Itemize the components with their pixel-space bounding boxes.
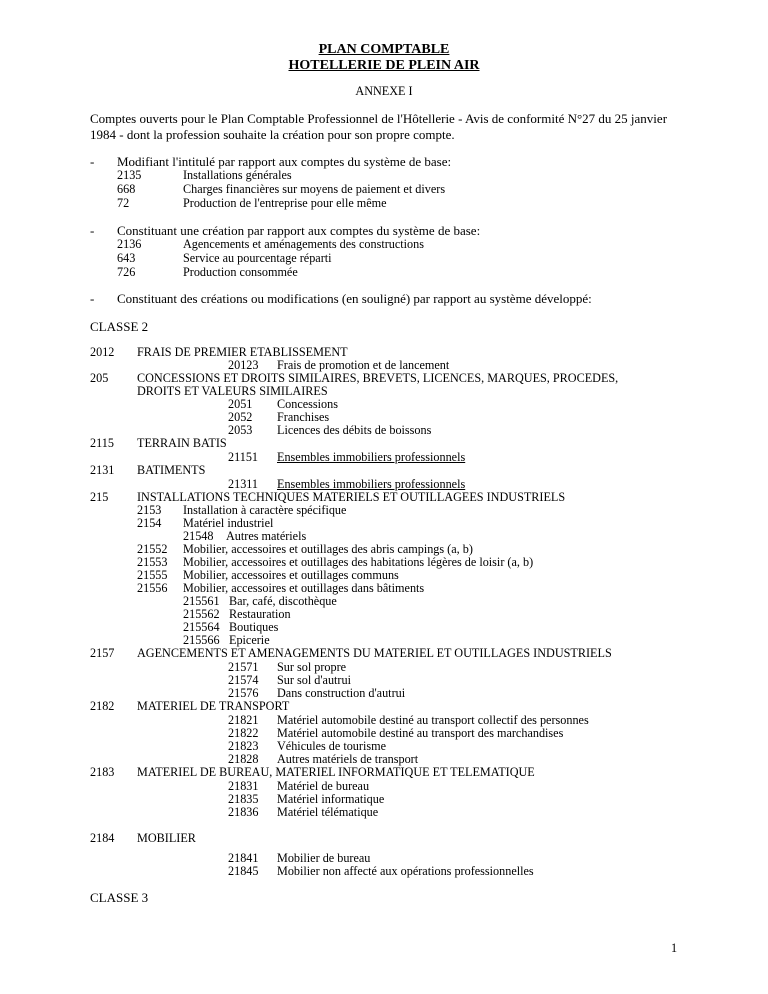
account-code: 2012 xyxy=(90,345,115,359)
subaccount-code: 215566 xyxy=(183,633,220,647)
subaccount-label: Ensembles immobiliers professionnels xyxy=(277,477,466,491)
account-label: Production consommée xyxy=(183,265,298,279)
subaccount-code: 21828 xyxy=(228,752,259,766)
subaccount-code: 21821 xyxy=(228,713,259,727)
account-label: Installations générales xyxy=(183,168,292,182)
intro-line-1: Comptes ouverts pour le Plan Comptable Professionnel de l'Hôtellerie - Avis de conformité N°27 du 25 janvier xyxy=(90,111,668,126)
bullet-text: Modifiant l'intitulé par rapport aux comptes du système de base: xyxy=(117,154,452,169)
subaccount-label: Mobilier non affecté aux opérations professionnelles xyxy=(277,864,534,878)
subaccount-code: 21552 xyxy=(137,542,168,556)
subaccount-label: Matériel automobile destiné au transport collectif des personnes xyxy=(277,713,589,727)
subaccount-code: 2153 xyxy=(137,503,162,517)
classe-2-heading: CLASSE 2 xyxy=(90,319,149,334)
account-code: 2182 xyxy=(90,699,115,713)
subaccount-label: Boutiques xyxy=(229,620,279,634)
subaccount-label: Sur sol propre xyxy=(277,660,347,674)
subaccount-label: Matériel informatique xyxy=(277,792,385,806)
subaccount-code: 2051 xyxy=(228,397,253,411)
document-title-line-2: HOTELLERIE DE PLEIN AIR xyxy=(288,58,480,73)
annex-label: ANNEXE I xyxy=(355,84,413,98)
account-code: 2136 xyxy=(117,237,142,251)
subaccount-label: Concessions xyxy=(277,397,338,411)
account-heading: BATIMENTS xyxy=(137,463,206,477)
subaccount-label: Bar, café, discothèque xyxy=(229,594,337,608)
bullet-text: Constituant une création par rapport aux comptes du système de base: xyxy=(117,223,481,238)
subaccount-label: Sur sol d'autrui xyxy=(277,673,351,687)
subaccount-label: Installation à caractère spécifique xyxy=(183,503,347,517)
subaccount-label: Restauration xyxy=(229,607,291,621)
account-code: 2157 xyxy=(90,646,115,660)
intro-line-2: 1984 - dont la profession souhaite la création pour son propre compte. xyxy=(90,127,455,142)
account-code: 2135 xyxy=(117,168,142,182)
account-heading: FRAIS DE PREMIER ETABLISSEMENT xyxy=(137,345,348,359)
subaccount-code: 20123 xyxy=(228,358,259,372)
subaccount-code: 21553 xyxy=(137,555,168,569)
subaccount-code: 21836 xyxy=(228,805,259,819)
account-heading: MOBILIER xyxy=(137,831,196,845)
account-heading: TERRAIN BATIS xyxy=(137,436,227,450)
subaccount-label: Franchises xyxy=(277,410,330,424)
bullet-dash: - xyxy=(90,223,95,238)
bullet-dash: - xyxy=(90,291,95,306)
account-heading: INSTALLATIONS TECHNIQUES MATERIELS ET OUTILLAGEES INDUSTRIELS xyxy=(137,490,566,504)
subaccount-label: Epicerie xyxy=(229,633,270,647)
account-code: 72 xyxy=(117,196,130,210)
account-code: 643 xyxy=(117,251,136,265)
subaccount-code: 215561 xyxy=(183,594,220,608)
account-code: 215 xyxy=(90,490,109,504)
subaccount-label: Licences des débits de boissons xyxy=(277,423,432,437)
subaccount-code: 21841 xyxy=(228,851,259,865)
account-label: Service au pourcentage réparti xyxy=(183,251,332,265)
subaccount-code: 215562 xyxy=(183,607,220,621)
subaccount-label: Mobilier, accessoires et outillages communs xyxy=(183,568,399,582)
subaccount-code: 21548 xyxy=(183,529,214,543)
account-code: 2183 xyxy=(90,765,115,779)
subaccount-label: Matériel industriel xyxy=(183,516,274,530)
subaccount-label: Autres matériels xyxy=(226,529,307,543)
subaccount-label: Mobilier de bureau xyxy=(277,851,371,865)
account-label: Agencements et aménagements des constructions xyxy=(183,237,424,251)
page-number: 1 xyxy=(671,941,678,955)
subaccount-label: Dans construction d'autrui xyxy=(277,686,406,700)
account-heading-continued: DROITS ET VALEURS SIMILAIRES xyxy=(137,384,328,398)
subaccount-label: Véhicules de tourisme xyxy=(277,739,386,753)
subaccount-code: 21576 xyxy=(228,686,259,700)
subaccount-code: 2052 xyxy=(228,410,253,424)
account-code: 205 xyxy=(90,371,109,385)
subaccount-code: 215564 xyxy=(183,620,220,634)
bullet-dash: - xyxy=(90,154,95,169)
subaccount-label: Autres matériels de transport xyxy=(277,752,419,766)
subaccount-code: 21555 xyxy=(137,568,168,582)
account-heading: MATERIEL DE TRANSPORT xyxy=(137,699,290,713)
bullet-text: Constituant des créations ou modifications (en souligné) par rapport au système développé: xyxy=(117,291,592,306)
subaccount-code: 21823 xyxy=(228,739,259,753)
account-code: 668 xyxy=(117,182,136,196)
subaccount-label: Mobilier, accessoires et outillages des abris campings (a, b) xyxy=(183,542,473,556)
subaccount-code: 21311 xyxy=(228,477,259,491)
account-heading: CONCESSIONS ET DROITS SIMILAIRES, BREVETS, LICENCES, MARQUES, PROCEDES, xyxy=(137,371,619,385)
subaccount-label: Matériel de bureau xyxy=(277,779,370,793)
subaccount-code: 21822 xyxy=(228,726,259,740)
subaccount-label: Ensembles immobiliers professionnels xyxy=(277,450,466,464)
account-code: 2131 xyxy=(90,463,115,477)
subaccount-label: Matériel automobile destiné au transport des marchandises xyxy=(277,726,564,740)
subaccount-label: Mobilier, accessoires et outillages dans bâtiments xyxy=(183,581,425,595)
subaccount-code: 21835 xyxy=(228,792,259,806)
subaccount-code: 2053 xyxy=(228,423,253,437)
subaccount-code: 21574 xyxy=(228,673,259,687)
account-code: 726 xyxy=(117,265,136,279)
account-heading: AGENCEMENTS ET AMENAGEMENTS DU MATERIEL ET OUTILLAGES INDUSTRIELS xyxy=(137,646,612,660)
subaccount-code: 21831 xyxy=(228,779,259,793)
subaccount-label: Matériel télématique xyxy=(277,805,379,819)
account-label: Production de l'entreprise pour elle même xyxy=(183,196,387,210)
classe-3-heading: CLASSE 3 xyxy=(90,890,149,905)
subaccount-code: 2154 xyxy=(137,516,162,530)
subaccount-code: 21556 xyxy=(137,581,168,595)
subaccount-code: 21151 xyxy=(228,450,259,464)
account-heading: MATERIEL DE BUREAU, MATERIEL INFORMATIQUE ET TELEMATIQUE xyxy=(137,765,535,779)
subaccount-label: Mobilier, accessoires et outillages des habitations légères de loisir (a, b) xyxy=(183,555,534,569)
account-code: 2184 xyxy=(90,831,115,845)
account-label: Charges financières sur moyens de paiement et divers xyxy=(183,182,446,196)
subaccount-label: Frais de promotion et de lancement xyxy=(277,358,450,372)
account-code: 2115 xyxy=(90,436,114,450)
document-title-line-1: PLAN COMPTABLE xyxy=(318,42,450,57)
subaccount-code: 21845 xyxy=(228,864,259,878)
subaccount-code: 21571 xyxy=(228,660,259,674)
